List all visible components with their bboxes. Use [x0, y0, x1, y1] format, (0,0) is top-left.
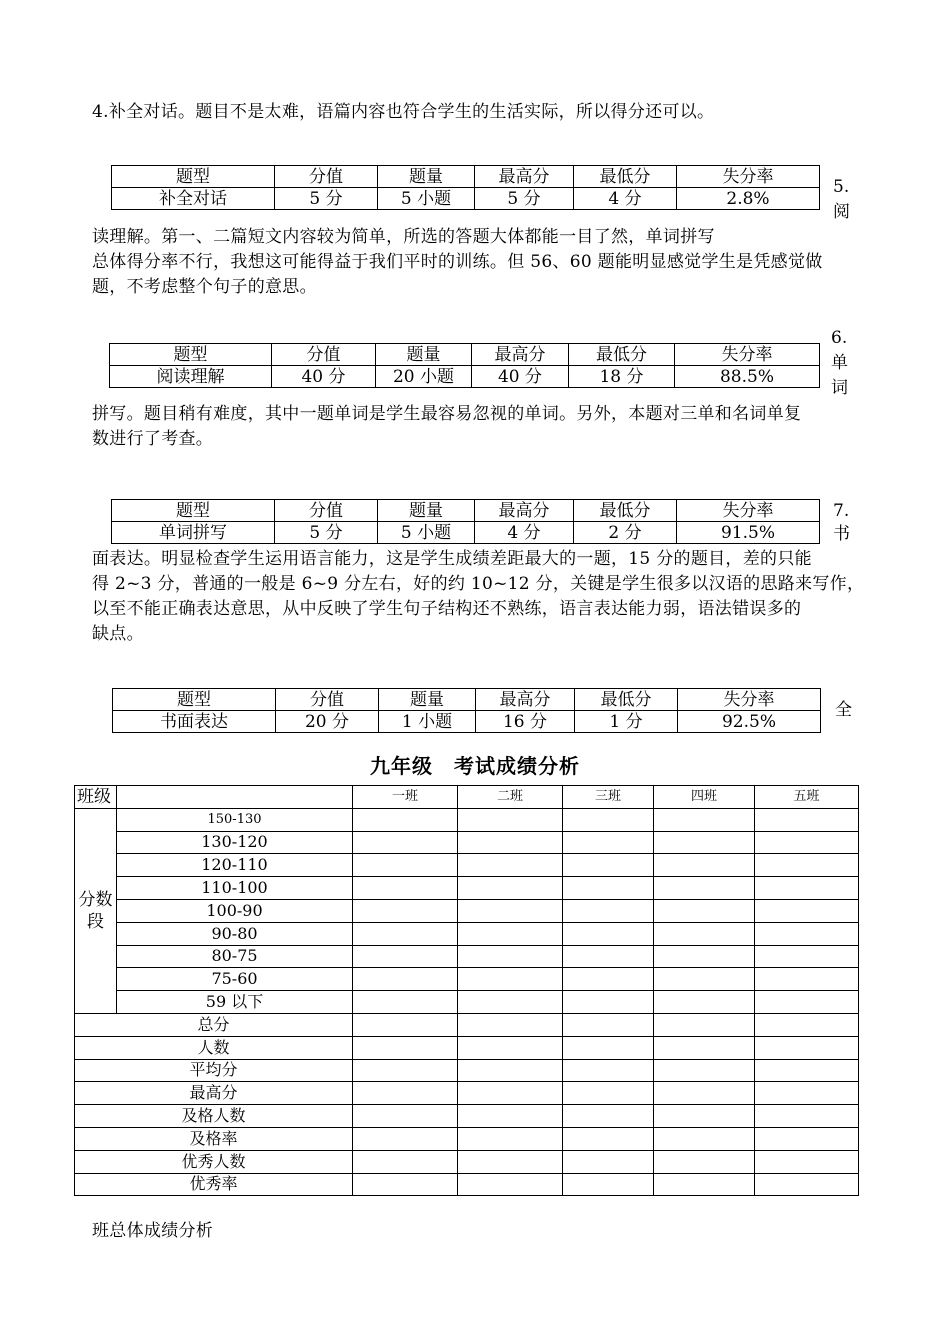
header-cell: 题量	[378, 166, 475, 188]
segment-range: 75-60	[117, 968, 353, 991]
class-header: 二班	[458, 786, 563, 809]
stat-label: 平均分	[75, 1059, 353, 1082]
header-cell: 最低分	[574, 166, 677, 188]
data-cell	[654, 1173, 755, 1196]
data-cell	[654, 808, 755, 831]
table-cell: 单词拼写	[112, 522, 275, 544]
section5-score-table	[109, 343, 820, 388]
section7-score-table	[112, 688, 821, 733]
data-cell	[458, 945, 563, 968]
data-cell	[563, 1082, 654, 1105]
table-cell: 5 分	[275, 188, 378, 210]
segment-range: 130-120	[117, 831, 353, 854]
data-cell	[755, 1127, 859, 1150]
data-cell	[563, 1173, 654, 1196]
table-cell: 补全对话	[112, 188, 275, 210]
table-cell: 书面表达	[113, 711, 276, 733]
stat-row	[75, 1036, 859, 1059]
table-cell: 5 分	[475, 188, 574, 210]
data-cell	[755, 922, 859, 945]
section7-paragraph-line: 得 2~3 分，普通的一般是 6~9 分左右，好的约 10~12 分，关键是学生很多以汉语的思路来写作，	[92, 574, 865, 594]
table-cell: 1 小题	[379, 711, 476, 733]
segment-row	[75, 899, 859, 922]
header-cell: 题型	[113, 689, 276, 711]
section5-paragraph-line: 总体得分率不行，我想这可能得益于我们平时的训练。但 56、60 题能明显感觉学生是凭感觉做	[92, 252, 823, 272]
data-cell	[353, 968, 458, 991]
data-cell	[654, 945, 755, 968]
stat-row	[75, 1105, 859, 1128]
header-cell: 失分率	[677, 166, 820, 188]
data-cell	[563, 1105, 654, 1128]
stat-label: 优秀率	[75, 1173, 353, 1196]
section4-paragraph: 4.补全对话。题目不是太难，语篇内容也符合学生的生活实际，所以得分还可以。	[92, 102, 715, 122]
table-cell: 2 分	[574, 522, 677, 544]
data-cell	[755, 808, 859, 831]
table-header-row	[112, 500, 820, 522]
data-cell	[353, 1059, 458, 1082]
data-cell	[353, 1127, 458, 1150]
data-cell	[755, 1105, 859, 1128]
empty-cell	[117, 786, 353, 809]
segment-range: 150-130	[117, 808, 353, 831]
data-cell	[458, 808, 563, 831]
class-header: 五班	[755, 786, 859, 809]
table-row	[112, 522, 820, 544]
data-cell	[353, 1150, 458, 1173]
table-cell: 88.5%	[675, 366, 820, 388]
data-cell	[654, 1127, 755, 1150]
data-cell	[563, 991, 654, 1014]
segment-range: 120-110	[117, 854, 353, 877]
analysis-header-row	[75, 786, 859, 809]
table-cell: 16 分	[476, 711, 575, 733]
data-cell	[654, 899, 755, 922]
data-cell	[654, 1059, 755, 1082]
data-cell	[654, 877, 755, 900]
data-cell	[755, 1082, 859, 1105]
data-cell	[755, 1059, 859, 1082]
header-cell: 题量	[378, 500, 475, 522]
section7-paragraph-line: 缺点。	[92, 624, 144, 644]
data-cell	[353, 831, 458, 854]
data-cell	[353, 1082, 458, 1105]
data-cell	[755, 831, 859, 854]
table-cell: 1 分	[575, 711, 678, 733]
section7-paragraph-line: 以至不能正确表达意思，从中反映了学生句子结构还不熟练，语言表达能力弱，语法错误多的	[92, 599, 802, 619]
data-cell	[458, 854, 563, 877]
data-cell	[563, 968, 654, 991]
data-cell	[563, 945, 654, 968]
data-cell	[563, 922, 654, 945]
table-cell: 40 分	[272, 366, 376, 388]
header-cell: 最高分	[475, 166, 574, 188]
header-cell: 题型	[110, 344, 272, 366]
class-header: 四班	[654, 786, 755, 809]
data-cell	[654, 1082, 755, 1105]
table-cell: 91.5%	[677, 522, 820, 544]
stat-row	[75, 1173, 859, 1196]
table-cell: 92.5%	[678, 711, 821, 733]
data-cell	[654, 1150, 755, 1173]
header-cell: 最高分	[476, 689, 575, 711]
header-cell: 最低分	[569, 344, 675, 366]
header-cell: 失分率	[678, 689, 821, 711]
table-cell: 4 分	[475, 522, 574, 544]
data-cell	[563, 854, 654, 877]
section7-side-char: 书	[833, 524, 850, 544]
header-cell: 分值	[275, 500, 378, 522]
section6-paragraph-line: 拼写。题目稍有难度，其中一题单词是学生最容易忽视的单词。另外，本题对三单和名词单复	[92, 404, 802, 424]
data-cell	[755, 1173, 859, 1196]
data-cell	[755, 877, 859, 900]
section5-paragraph-line: 题，不考虑整个句子的意思。	[92, 277, 317, 297]
table-cell: 40 分	[472, 366, 569, 388]
section6-paragraph-line: 数进行了考查。	[92, 429, 214, 449]
data-cell	[654, 854, 755, 877]
segment-row	[75, 968, 859, 991]
section7-side-char: 7.	[833, 501, 850, 521]
data-cell	[563, 1150, 654, 1173]
data-cell	[654, 922, 755, 945]
data-cell	[458, 991, 563, 1014]
data-cell	[563, 831, 654, 854]
data-cell	[458, 1173, 563, 1196]
data-cell	[654, 968, 755, 991]
header-cell: 题型	[112, 500, 275, 522]
data-cell	[458, 1059, 563, 1082]
table-cell: 20 小题	[376, 366, 472, 388]
data-cell	[353, 1105, 458, 1128]
table-cell: 2.8%	[677, 188, 820, 210]
class-corner-label: 班级	[75, 786, 117, 809]
data-cell	[353, 1013, 458, 1036]
section5-side-char: 5.	[833, 177, 850, 197]
data-cell	[563, 1059, 654, 1082]
header-cell: 失分率	[675, 344, 820, 366]
section5-paragraph-line: 读理解。第一、二篇短文内容较为简单，所选的答题大体都能一目了然，单词拼写	[92, 227, 715, 247]
table-cell: 18 分	[569, 366, 675, 388]
data-cell	[353, 877, 458, 900]
data-cell	[353, 899, 458, 922]
data-cell	[458, 1013, 563, 1036]
data-cell	[353, 1173, 458, 1196]
segment-row	[75, 854, 859, 877]
header-cell: 题量	[376, 344, 472, 366]
data-cell	[458, 1105, 563, 1128]
data-cell	[563, 899, 654, 922]
data-cell	[353, 945, 458, 968]
section6-side-char: 单	[831, 353, 848, 373]
section7-paragraph-line: 面表达。明显检查学生运用语言能力，这是学生成绩差距最大的一题，15 分的题目，差的只能	[92, 549, 812, 569]
data-cell	[755, 991, 859, 1014]
data-cell	[458, 1036, 563, 1059]
data-cell	[755, 945, 859, 968]
segment-row	[75, 945, 859, 968]
table-cell: 阅读理解	[110, 366, 272, 388]
class-header: 一班	[353, 786, 458, 809]
section6-score-table	[111, 499, 820, 544]
table-row	[110, 366, 820, 388]
data-cell	[458, 968, 563, 991]
data-cell	[755, 968, 859, 991]
segment-row	[75, 991, 859, 1014]
header-cell: 分值	[275, 166, 378, 188]
segment-range: 90-80	[117, 922, 353, 945]
header-cell: 题型	[112, 166, 275, 188]
section6-side-char: 6.	[831, 328, 848, 348]
data-cell	[654, 1013, 755, 1036]
section7-side-char-after: 全	[835, 700, 852, 720]
segment-row	[75, 831, 859, 854]
stat-row	[75, 1150, 859, 1173]
data-cell	[755, 1013, 859, 1036]
section5-side-char: 阅	[833, 202, 850, 222]
stat-label: 优秀人数	[75, 1150, 353, 1173]
data-cell	[458, 922, 563, 945]
data-cell	[563, 1036, 654, 1059]
table-header-row	[110, 344, 820, 366]
header-cell: 最低分	[575, 689, 678, 711]
data-cell	[654, 1105, 755, 1128]
segment-row	[75, 877, 859, 900]
data-cell	[563, 808, 654, 831]
analysis-table	[74, 785, 859, 1196]
data-cell	[654, 831, 755, 854]
data-cell	[755, 899, 859, 922]
data-cell	[563, 1013, 654, 1036]
data-cell	[458, 1127, 563, 1150]
segment-range: 100-90	[117, 899, 353, 922]
table-header-row	[113, 689, 821, 711]
section4-score-table	[111, 165, 820, 210]
stat-label: 最高分	[75, 1082, 353, 1105]
data-cell	[353, 854, 458, 877]
stat-label: 人数	[75, 1036, 353, 1059]
analysis-title: 九年级 考试成绩分析	[370, 754, 580, 778]
stat-row	[75, 1013, 859, 1036]
stat-row	[75, 1127, 859, 1150]
table-cell: 5 小题	[378, 522, 475, 544]
data-cell	[458, 899, 563, 922]
class-header: 三班	[563, 786, 654, 809]
segment-range: 110-100	[117, 877, 353, 900]
data-cell	[563, 1127, 654, 1150]
header-cell: 最低分	[574, 500, 677, 522]
segment-row	[75, 922, 859, 945]
data-cell	[755, 854, 859, 877]
table-cell: 4 分	[574, 188, 677, 210]
segment-label: 分数段	[75, 808, 117, 1013]
data-cell	[353, 808, 458, 831]
segment-range: 59 以下	[117, 991, 353, 1014]
data-cell	[353, 922, 458, 945]
data-cell	[458, 831, 563, 854]
header-cell: 分值	[276, 689, 379, 711]
data-cell	[458, 1082, 563, 1105]
stat-label: 及格人数	[75, 1105, 353, 1128]
data-cell	[654, 1036, 755, 1059]
header-cell: 分值	[272, 344, 376, 366]
section6-side-char: 词	[831, 378, 848, 398]
data-cell	[353, 991, 458, 1014]
header-cell: 最高分	[475, 500, 574, 522]
data-cell	[654, 991, 755, 1014]
table-cell: 5 小题	[378, 188, 475, 210]
header-cell: 失分率	[677, 500, 820, 522]
data-cell	[563, 877, 654, 900]
data-cell	[458, 877, 563, 900]
segment-range: 80-75	[117, 945, 353, 968]
data-cell	[755, 1150, 859, 1173]
header-cell: 最高分	[472, 344, 569, 366]
data-cell	[458, 1150, 563, 1173]
footer-text: 班总体成绩分析	[92, 1221, 214, 1241]
table-row	[112, 188, 820, 210]
header-cell: 题量	[379, 689, 476, 711]
table-header-row	[112, 166, 820, 188]
data-cell	[353, 1036, 458, 1059]
table-cell: 20 分	[276, 711, 379, 733]
segment-row	[75, 808, 859, 831]
table-cell: 5 分	[275, 522, 378, 544]
data-cell	[755, 1036, 859, 1059]
table-row	[113, 711, 821, 733]
stat-label: 总分	[75, 1013, 353, 1036]
stat-row	[75, 1059, 859, 1082]
stat-row	[75, 1082, 859, 1105]
stat-label: 及格率	[75, 1127, 353, 1150]
